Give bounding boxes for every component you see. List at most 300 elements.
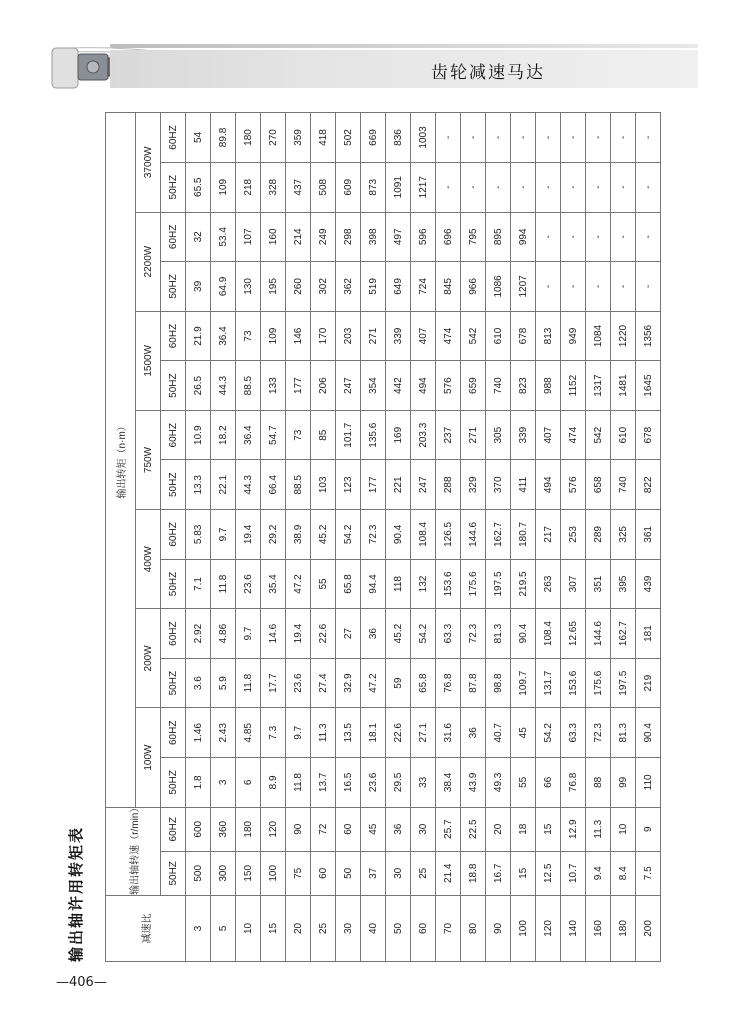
power-header: 2200W (136, 212, 161, 311)
torque-cell: 288 (436, 460, 461, 510)
torque-cell: - (586, 113, 611, 163)
speed-cell: 45 (361, 807, 386, 851)
torque-cell: 123 (336, 460, 361, 510)
torque-cell: 11.8 (236, 658, 261, 708)
torque-cell: 3 (211, 758, 236, 808)
torque-cell: 170 (311, 311, 336, 361)
torque-cell: 822 (636, 460, 661, 510)
freq-60hz-header: 60HZ (161, 212, 186, 262)
torque-cell: 144.6 (586, 609, 611, 659)
torque-cell: 237 (436, 410, 461, 460)
torque-cell: 219.5 (511, 559, 536, 609)
torque-cell: 90.4 (511, 609, 536, 659)
torque-cell: 21.9 (186, 311, 211, 361)
torque-cell: 823 (511, 361, 536, 411)
ratio-cell: 30 (336, 895, 361, 961)
speed-cell: 180 (236, 807, 261, 851)
torque-cell: 73 (286, 410, 311, 460)
torque-cell: 65.8 (411, 658, 436, 708)
torque-cell: 1645 (636, 361, 661, 411)
torque-cell: 13.5 (336, 708, 361, 758)
torque-cell: 214 (286, 212, 311, 262)
ratio-cell: 180 (611, 895, 636, 961)
torque-cell: 3.6 (186, 658, 211, 708)
torque-cell: 659 (461, 361, 486, 411)
torque-cell: 144.6 (461, 510, 486, 560)
torque-cell: - (611, 262, 636, 312)
torque-cell: 1.8 (186, 758, 211, 808)
speed-cell: 25.7 (436, 807, 461, 851)
torque-cell: 101.7 (336, 410, 361, 460)
torque-cell: 132 (411, 559, 436, 609)
torque-cell: 4.85 (236, 708, 261, 758)
table-row (461, 113, 486, 962)
torque-cell: 26.5 (186, 361, 211, 411)
ratio-cell: 90 (486, 895, 511, 961)
torque-cell: 87.8 (461, 658, 486, 708)
torque-cell: 542 (461, 311, 486, 361)
speed-cell: 12.9 (561, 807, 586, 851)
table-row (486, 113, 511, 962)
torque-cell: 289 (586, 510, 611, 560)
torque-cell: 474 (436, 311, 461, 361)
torque-cell: 724 (411, 262, 436, 312)
torque-cell: 596 (411, 212, 436, 262)
torque-cell: 45 (511, 708, 536, 758)
torque-cell: 249 (311, 212, 336, 262)
ratio-cell: 80 (461, 895, 486, 961)
speed-cell: 9 (636, 807, 661, 851)
torque-cell: 362 (336, 262, 361, 312)
torque-cell: 35.4 (261, 559, 286, 609)
torque-cell: 11.3 (311, 708, 336, 758)
torque-cell: - (611, 212, 636, 262)
speed-cell: 72 (311, 807, 336, 851)
torque-cell: 63.3 (561, 708, 586, 758)
torque-cell: 23.6 (286, 658, 311, 708)
power-header: 3700W (136, 113, 161, 213)
header-title: 齿轮减速马达 (431, 63, 545, 83)
torque-cell: 6 (236, 758, 261, 808)
ratio-cell: 15 (261, 895, 286, 961)
table-row (261, 113, 286, 962)
torque-cell: 44.3 (211, 361, 236, 411)
ratio-cell: 160 (586, 895, 611, 961)
torque-cell: 18.2 (211, 410, 236, 460)
torque-cell: 31.6 (436, 708, 461, 758)
torque-cell: 576 (436, 361, 461, 411)
torque-cell: 895 (486, 212, 511, 262)
torque-cell: 339 (386, 311, 411, 361)
torque-cell: 1003 (411, 113, 436, 163)
torque-cell: - (636, 113, 661, 163)
torque-cell: 47.2 (286, 559, 311, 609)
torque-cell: 203 (336, 311, 361, 361)
torque-cell: 44.3 (236, 460, 261, 510)
torque-cell: 22.1 (211, 460, 236, 510)
torque-cell: 1.46 (186, 708, 211, 758)
torque-cell: - (536, 162, 561, 212)
torque-cell: - (586, 212, 611, 262)
speed-cell: 90 (286, 807, 311, 851)
torque-cell: 89.8 (211, 113, 236, 163)
torque-cell: 53.4 (211, 212, 236, 262)
torque-cell: 7.1 (186, 559, 211, 609)
torque-cell: 181 (636, 609, 661, 659)
torque-cell: - (586, 262, 611, 312)
torque-cell: 73 (236, 311, 261, 361)
torque-cell: - (536, 212, 561, 262)
ratio-header: 减速比 (106, 895, 186, 961)
torque-cell: 81.3 (611, 708, 636, 758)
torque-cell: 54.7 (261, 410, 286, 460)
torque-cell: 260 (286, 262, 311, 312)
torque-cell: 9.7 (286, 708, 311, 758)
ratio-cell: 10 (236, 895, 261, 961)
torque-cell: 219 (636, 658, 661, 708)
torque-cell: 29.5 (386, 758, 411, 808)
torque-cell: 678 (636, 410, 661, 460)
torque-cell: 32 (186, 212, 211, 262)
torque-cell: 27 (336, 609, 361, 659)
freq-60hz-header: 60HZ (161, 311, 186, 361)
torque-cell: - (486, 162, 511, 212)
freq-60hz-header: 60HZ (161, 609, 186, 659)
torque-cell: 474 (561, 410, 586, 460)
torque-cell: 339 (511, 410, 536, 460)
torque-cell: 36.4 (236, 410, 261, 460)
torque-cell: - (536, 113, 561, 163)
torque-cell: 55 (311, 559, 336, 609)
torque-cell: 133 (261, 361, 286, 411)
torque-cell: 271 (361, 311, 386, 361)
torque-cell: 45.2 (386, 609, 411, 659)
table-row (636, 113, 661, 962)
torque-cell: 325 (611, 510, 636, 560)
torque-cell: - (636, 162, 661, 212)
torque-cell: 59 (386, 658, 411, 708)
torque-cell: 99 (611, 758, 636, 808)
torque-cell: 65.8 (336, 559, 361, 609)
torque-cell: 108.4 (411, 510, 436, 560)
torque-cell: 47.2 (361, 658, 386, 708)
torque-cell: 135.6 (361, 410, 386, 460)
torque-cell: 19.4 (236, 510, 261, 560)
torque-cell: 740 (486, 361, 511, 411)
torque-cell: 11.8 (286, 758, 311, 808)
torque-cell: 328 (261, 162, 286, 212)
torque-cell: 130 (236, 262, 261, 312)
torque-cell: 32.9 (336, 658, 361, 708)
table-row (561, 113, 586, 962)
table-row (436, 113, 461, 962)
torque-cell: 177 (286, 361, 311, 411)
torque-cell: 43.9 (461, 758, 486, 808)
speed-cell: 150 (236, 851, 261, 895)
torque-cell: 2.92 (186, 609, 211, 659)
header-accent (110, 44, 698, 48)
rotated-content (67, 112, 660, 962)
torque-cell: 55 (511, 758, 536, 808)
torque-cell: - (611, 162, 636, 212)
speed-cell: 360 (211, 807, 236, 851)
torque-cell: 90.4 (636, 708, 661, 758)
torque-cell: 1356 (636, 311, 661, 361)
torque-cell: 11.8 (211, 559, 236, 609)
torque-cell: 36 (461, 708, 486, 758)
torque-cell: - (561, 113, 586, 163)
page-title: 输出轴许用转矩表 (67, 825, 85, 962)
torque-cell: 177 (361, 460, 386, 510)
ratio-cell: 120 (536, 895, 561, 961)
ratio-cell: 40 (361, 895, 386, 961)
torque-cell: - (561, 262, 586, 312)
torque-cell: 795 (461, 212, 486, 262)
torque-cell: 49.3 (486, 758, 511, 808)
torque-cell: 418 (311, 113, 336, 163)
torque-cell: 307 (561, 559, 586, 609)
speed-cell: 22.5 (461, 807, 486, 851)
torque-cell: 169 (386, 410, 411, 460)
torque-cell: 76.8 (561, 758, 586, 808)
ratio-cell: 140 (561, 895, 586, 961)
torque-cell: 395 (611, 559, 636, 609)
ratio-cell: 5 (211, 895, 236, 961)
power-header: 200W (136, 609, 161, 708)
power-header: 1500W (136, 311, 161, 410)
freq-60hz-header: 60HZ (161, 708, 186, 758)
speed-cell: 100 (261, 851, 286, 895)
speed-cell: 120 (261, 807, 286, 851)
torque-cell: 1091 (386, 162, 411, 212)
torque-cell: 669 (361, 113, 386, 163)
torque-cell: 12.65 (561, 609, 586, 659)
torque-cell: 359 (286, 113, 311, 163)
torque-cell: 7.3 (261, 708, 286, 758)
torque-cell: 13.3 (186, 460, 211, 510)
page-number: —406— (56, 975, 107, 990)
torque-cell: 98.8 (486, 658, 511, 708)
speed-cell: 15 (536, 807, 561, 851)
speed-cell: 30 (386, 851, 411, 895)
torque-cell: 4.86 (211, 609, 236, 659)
torque-cell: 39 (186, 262, 211, 312)
torque-cell: 88 (586, 758, 611, 808)
table-row (511, 113, 536, 962)
torque-cell: 22.6 (386, 708, 411, 758)
torque-cell: 85 (311, 410, 336, 460)
torque-cell: 247 (336, 361, 361, 411)
torque-cell: 217 (536, 510, 561, 560)
torque-cell: 40.7 (486, 708, 511, 758)
power-header: 100W (136, 708, 161, 807)
torque-cell: 398 (361, 212, 386, 262)
torque-cell: 197.5 (611, 658, 636, 708)
torque-cell: - (461, 162, 486, 212)
torque-cell: 221 (386, 460, 411, 510)
torque-cell: 38.4 (436, 758, 461, 808)
torque-cell: - (611, 113, 636, 163)
table-row (386, 113, 411, 962)
torque-cell: 54.2 (336, 510, 361, 560)
torque-cell: 45.2 (311, 510, 336, 560)
torque-cell: 16.5 (336, 758, 361, 808)
torque-cell: - (511, 113, 536, 163)
torque-cell: 437 (286, 162, 311, 212)
torque-cell: 153.6 (561, 658, 586, 708)
torque-cell: 23.6 (361, 758, 386, 808)
speed-cell: 60 (311, 851, 336, 895)
torque-cell: 180 (236, 113, 261, 163)
torque-cell: 966 (461, 262, 486, 312)
speed-cell: 36 (386, 807, 411, 851)
torque-cell: 218 (236, 162, 261, 212)
speed-cell: 16.7 (486, 851, 511, 895)
speed-cell: 8.4 (611, 851, 636, 895)
torque-cell: 610 (611, 410, 636, 460)
torque-table (105, 112, 661, 962)
torque-cell: 678 (511, 311, 536, 361)
speed-cell: 12.5 (536, 851, 561, 895)
torque-cell: 64.9 (211, 262, 236, 312)
speed-cell: 37 (361, 851, 386, 895)
torque-cell: - (636, 212, 661, 262)
torque-cell: 658 (586, 460, 611, 510)
table-row (311, 113, 336, 962)
ratio-cell: 50 (386, 895, 411, 961)
speed-cell: 500 (186, 851, 211, 895)
torque-cell: 2.43 (211, 708, 236, 758)
torque-cell: 203.3 (411, 410, 436, 460)
torque-cell: 370 (486, 460, 511, 510)
torque-cell: 1152 (561, 361, 586, 411)
freq-60hz-header: 60HZ (161, 510, 186, 560)
ratio-cell: 200 (636, 895, 661, 961)
table-row (286, 113, 311, 962)
torque-cell: - (536, 262, 561, 312)
power-header: 750W (136, 410, 161, 509)
torque-cell: 508 (311, 162, 336, 212)
torque-cell: 949 (561, 311, 586, 361)
speed-cell: 50 (336, 851, 361, 895)
torque-cell: 126.5 (436, 510, 461, 560)
torque-cell: 494 (411, 361, 436, 411)
torque-cell: 197.5 (486, 559, 511, 609)
power-header: 400W (136, 510, 161, 609)
torque-cell: 740 (611, 460, 636, 510)
torque-header: 输出转矩（n·m） (106, 113, 136, 808)
torque-cell: 36 (361, 609, 386, 659)
table-row (361, 113, 386, 962)
torque-cell: 497 (386, 212, 411, 262)
torque-cell: 329 (461, 460, 486, 510)
torque-cell: 131.7 (536, 658, 561, 708)
torque-cell: - (636, 262, 661, 312)
table-row (411, 113, 436, 962)
torque-cell: 27.4 (311, 658, 336, 708)
torque-cell: 72.3 (461, 609, 486, 659)
torque-cell: 109 (211, 162, 236, 212)
torque-cell: 109 (261, 311, 286, 361)
torque-cell: 36.4 (211, 311, 236, 361)
table-row (336, 113, 361, 962)
speed-cell: 20 (486, 807, 511, 851)
torque-cell: 162.7 (611, 609, 636, 659)
torque-cell: 54.2 (411, 609, 436, 659)
torque-cell: - (486, 113, 511, 163)
torque-cell: - (461, 113, 486, 163)
torque-cell: 494 (536, 460, 561, 510)
torque-cell: 63.3 (436, 609, 461, 659)
torque-cell: 54.2 (536, 708, 561, 758)
torque-cell: 17.7 (261, 658, 286, 708)
torque-cell: 845 (436, 262, 461, 312)
torque-cell: 81.3 (486, 609, 511, 659)
torque-cell: 72.3 (586, 708, 611, 758)
freq-50hz-header: 50HZ (161, 758, 186, 808)
torque-cell: 542 (586, 410, 611, 460)
speed-cell: 10 (611, 807, 636, 851)
torque-cell: 180.7 (511, 510, 536, 560)
torque-cell: 146 (286, 311, 311, 361)
ratio-cell: 70 (436, 895, 461, 961)
freq-50hz-header: 50HZ (161, 162, 186, 212)
torque-cell: 263 (536, 559, 561, 609)
freq-50hz-header: 50HZ (161, 851, 186, 895)
torque-cell: 23.6 (236, 559, 261, 609)
torque-cell: 354 (361, 361, 386, 411)
torque-cell: - (436, 162, 461, 212)
speed-cell: 25 (411, 851, 436, 895)
speed-cell: 18.8 (461, 851, 486, 895)
torque-cell: 1217 (411, 162, 436, 212)
speed-cell: 21.4 (436, 851, 461, 895)
torque-cell: 162.7 (486, 510, 511, 560)
torque-cell: 18.1 (361, 708, 386, 758)
torque-cell: 8.9 (261, 758, 286, 808)
torque-cell: 19.4 (286, 609, 311, 659)
freq-60hz-header: 60HZ (161, 113, 186, 163)
torque-cell: 988 (536, 361, 561, 411)
torque-cell: 407 (411, 311, 436, 361)
torque-cell: 66.4 (261, 460, 286, 510)
table-row (536, 113, 561, 962)
torque-cell: 649 (386, 262, 411, 312)
speed-cell: 75 (286, 851, 311, 895)
torque-cell: 118 (386, 559, 411, 609)
torque-cell: 1220 (611, 311, 636, 361)
torque-cell: 1084 (586, 311, 611, 361)
torque-cell: 610 (486, 311, 511, 361)
torque-cell: 206 (311, 361, 336, 411)
torque-cell: 38.9 (286, 510, 311, 560)
speed-cell: 9.4 (586, 851, 611, 895)
torque-cell: 175.6 (586, 658, 611, 708)
torque-cell: 33 (411, 758, 436, 808)
torque-cell: 65.5 (186, 162, 211, 212)
speed-header: 输出轴转速（r/min） (106, 807, 161, 895)
torque-cell: 576 (561, 460, 586, 510)
torque-cell: 442 (386, 361, 411, 411)
torque-cell: 1086 (486, 262, 511, 312)
torque-cell: 108.4 (536, 609, 561, 659)
torque-cell: 519 (361, 262, 386, 312)
torque-cell: - (561, 162, 586, 212)
freq-60hz-header: 60HZ (161, 807, 186, 851)
torque-cell: 873 (361, 162, 386, 212)
torque-cell: 160 (261, 212, 286, 262)
torque-cell: 1317 (586, 361, 611, 411)
